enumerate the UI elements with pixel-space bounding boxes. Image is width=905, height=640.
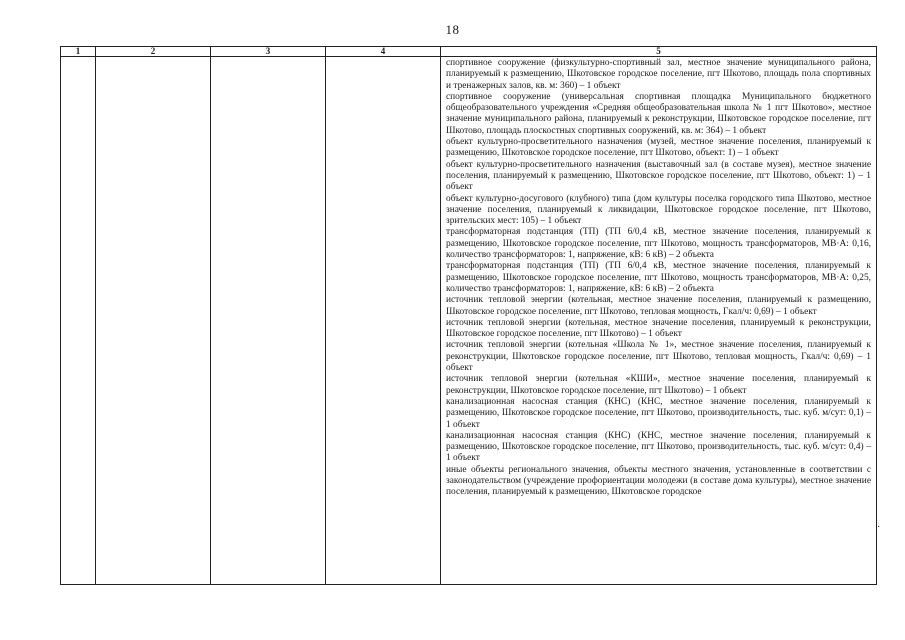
content-table	[60, 46, 877, 585]
header-row	[61, 47, 877, 57]
list-item: трансформаторная подстанция (ТП) (ТП 6/0,4 кВ, местное значение поселения, планируемый к размещению, Шкотовское городское поселение, пгт Шкотово, мощность трансформаторов, МВ·А: 0,16, количество трансформаторов: 1, напряжение, кВ: 6 кВ) – 2 объекта	[446, 227, 871, 261]
cell-col-5	[441, 57, 877, 585]
list-item: спортивное сооружение (универсальная спортивная площадка Муниципального бюджетного общеобразовательного учреждения «Средняя общеобразовательная школа № 1 пгт Шкотово», местное значение муниципального района, планируемый к реконструкции, Шкотовское городское поселение, пгт Шкотово, площадь плоскостных спортивных сооружений, кв. м: 364) – 1 объект	[446, 91, 871, 136]
list-item: канализационная насосная станция (КНС) (КНС, местное значение поселения, планируемый к размещению, Шкотовское городское поселение, пгт Шкотово, производительность, тыс. куб. м/сут: 0,1) – 1 объект	[446, 396, 871, 430]
column-header-1: 1	[61, 47, 96, 57]
list-item: трансформаторная подстанция (ТП) (ТП 6/0,4 кВ, местное значение поселения, планируемый к размещению, Шкотовское городское поселение, пгт Шкотово, мощность трансформаторов, МВ·А: 0,25, количество трансформаторов: 1, напряжение, кВ: 6 кВ) – 2 объекта	[446, 261, 871, 294]
table-row	[61, 57, 877, 585]
column-header-3: 3	[211, 47, 326, 57]
list-item: источник тепловой энергии (котельная «КШИ», местное значение поселения, планируемый к реконструкции, Шкотовское городское поселение, пгт Шкотово) – 1 объект	[446, 374, 871, 396]
list-item: спортивное сооружение (физкультурно-спортивный зал, местное значение муниципального района, планируемый к размещению, Шкотовское городское поселение, пгт Шкотово, площадь пола спортивных и тренажерных залов, кв. м: 360) – 1 объект	[446, 58, 871, 91]
list-item: иные объекты регионального значения, объекты местного значения, установленные в соответствии с законодательством (учреждение профориентации молодежи (в составе дома культуры), местное значение поселения, планируемый к размещению, Шкотовское городское	[446, 464, 871, 498]
stray-mark: ·	[877, 522, 881, 533]
list-item: источник тепловой энергии (котельная, местное значение поселения, планируемый к размещению, Шкотовское городское поселение, пгт Шкотово, тепловая мощность, Гкал/ч: 0,69) – 1 объект	[446, 295, 871, 317]
list-item: объект культурно-досугового (клубного) типа (дом культуры поселка городского типа Шкотово, местное значение поселения, планируемый к ликвидации, Шкотовское городское поселение, пгт Шкотово, зрительских мест: 105) – 1 объект	[446, 193, 871, 227]
list-item: объект культурно-просветительного назначения (выставочный зал (в составе музея), местное значение поселения, планируемый к размещению, Шкотовское городское поселение, пгт Шкотово, объект: 1) – 1 объект	[446, 159, 871, 193]
page-number: 18	[445, 22, 460, 37]
column-header-2: 2	[96, 47, 211, 57]
cell-col-2	[96, 57, 211, 585]
list-item: канализационная насосная станция (КНС) (КНС, местное значение поселения, планируемый к размещению, Шкотовское городское поселение, пгт Шкотово, производительность, тыс. куб. м/сут: 0,4) – 1 объект	[446, 430, 871, 464]
cell-col-1	[61, 57, 96, 585]
column-header-4: 4	[326, 47, 441, 57]
column-header-5: 5	[441, 47, 877, 57]
list-item: источник тепловой энергии (котельная «Школа № 1», местное значение поселения, планируемый к реконструкции, Шкотовское городское поселение, пгт Шкотово, тепловая мощность, Гкал/ч: 0,69) – 1 объект	[446, 340, 871, 374]
cell-col-3	[211, 57, 326, 585]
list-item: объект культурно-просветительного назначения (музей, местное значение поселения, планируемый к размещению, Шкотовское городское поселение, пгт Шкотово, объект: 1) – 1 объект	[446, 137, 871, 159]
cell-col-4	[326, 57, 441, 585]
list-item: источник тепловой энергии (котельная, местное значение поселения, планируемый к реконструкции, Шкотовское городское поселение, пгт Шкотово) – 1 объект	[446, 317, 871, 340]
